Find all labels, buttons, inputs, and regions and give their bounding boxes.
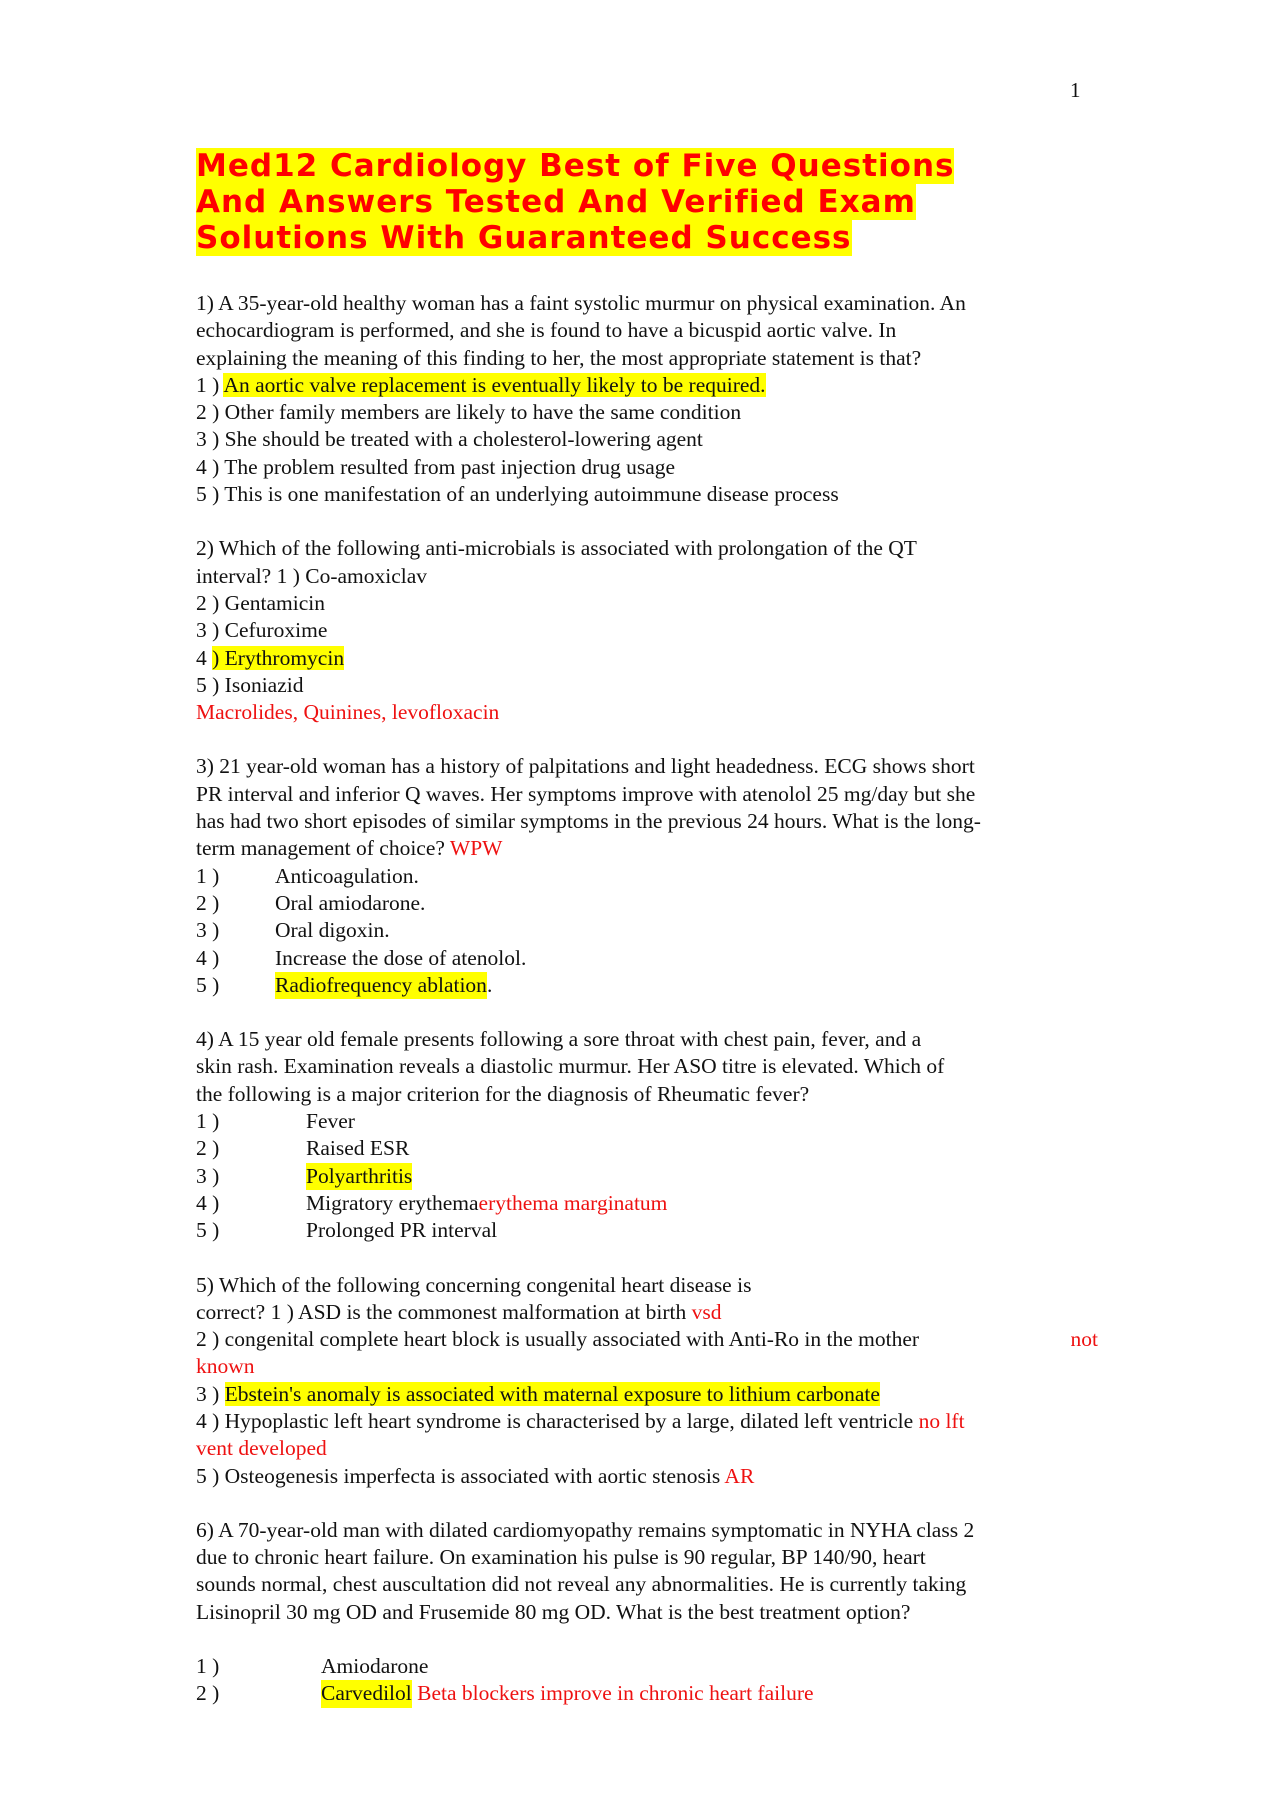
q1-stem-line: 1) A 35-year-old healthy woman has a faint systolic murmur on physical examination. An <box>196 291 966 315</box>
q1-option-1: 1 ) An aortic valve replacement is eventually likely to be required. <box>196 372 766 397</box>
q5-option-5: 5 ) Osteogenesis imperfecta is associated with aortic stenosis AR <box>196 1463 755 1488</box>
q4-stem-line: the following is a major criterion for the diagnosis of Rheumatic fever? <box>196 1081 810 1106</box>
q2-stem-line: interval? 1 ) Co-amoxiclav <box>196 563 428 588</box>
q6-option-2-note: Beta blockers improve in chronic heart failure <box>411 1681 814 1706</box>
question-2 <box>196 535 1096 726</box>
q2-option-5: 5 ) Isoniazid <box>196 672 304 697</box>
q5-option-4: 4 ) Hypoplastic left heart syndrome is characterised by a large, dilated left ventricle no lft <box>196 1408 965 1433</box>
q3-option-3: 3 ) Oral digoxin. <box>196 918 390 943</box>
title-line-1: Med12 Cardiology Best of Five Questions <box>196 148 955 184</box>
q4-stem-line: skin rash. Examination reveals a diastolic murmur. Her ASO titre is elevated. Which of <box>196 1054 945 1079</box>
q6-stem-line: due to chronic heart failure. On examination his pulse is 90 regular, BP 140/90, heart <box>196 1545 926 1570</box>
q3-option-5: 5 ) Radiofrequency ablation . <box>196 972 1096 999</box>
q3-option-2: 2 ) Oral amiodarone. <box>196 890 426 915</box>
q2-answer-note: Macrolides, Quinines, levofloxacin <box>196 700 500 725</box>
q1-stem-line: explaining the meaning of this finding to her, the most appropriate statement is that? <box>196 345 922 370</box>
q2-option-3: 3 ) Cefuroxime <box>196 618 328 643</box>
q5-correct-answer: Ebstein's anomaly is associated with maternal exposure to lithium carbonate <box>224 1381 880 1406</box>
q5-option-2: 2 ) congenital complete heart block is usually associated with Anti-Ro in the mother not <box>196 1326 1096 1353</box>
q6-option-2: 2 ) Carvedilol Beta blockers improve in chronic heart failure <box>196 1680 1096 1707</box>
title-line-3: Solutions With Guaranteed Success <box>196 220 852 256</box>
q5-option-4-note: no lft <box>918 1408 965 1433</box>
q5-option-3: 3 ) Ebstein's anomaly is associated with maternal exposure to lithium carbonate <box>196 1381 880 1406</box>
q3-stem-line: 3) 21 year-old woman has a history of palpitations and light headedness. ECG shows short <box>196 754 975 779</box>
q5-option-2-note: not <box>1070 1327 1098 1352</box>
q6-stem-line: Lisinopril 30 mg OD and Frusemide 80 mg OD. What is the best treatment option? <box>196 1599 911 1624</box>
q5-option-4-note-cont: vent developed <box>196 1436 327 1461</box>
q4-stem-line: 4) A 15 year old female presents following a sore throat with chest pain, fever, and a <box>196 1027 922 1052</box>
question-3 <box>196 753 1096 999</box>
q2-option-2: 2 ) Gentamicin <box>196 590 325 615</box>
q3-option-4: 4 ) Increase the dose of atenolol. <box>196 945 527 970</box>
title-line-2: And Answers Tested And Verified Exam <box>196 184 916 220</box>
q4-option-2: 2 ) Raised ESR <box>196 1136 410 1161</box>
spacer <box>196 1626 1096 1653</box>
q3-stem-note: WPW <box>449 836 503 861</box>
q5-option-1-note: vsd <box>691 1299 722 1324</box>
q1-option-4: 4 ) The problem resulted from past injection drug usage <box>196 454 676 479</box>
q1-correct-answer: An aortic valve replacement is eventually likely to be required. <box>223 372 766 397</box>
q4-option-4-note: erythema marginatum <box>478 1190 668 1215</box>
q4-correct-answer: Polyarthritis <box>306 1163 412 1190</box>
q1-option-5: 5 ) This is one manifestation of an underlying autoimmune disease process <box>196 482 839 507</box>
q4-option-5: 5 ) Prolonged PR interval <box>196 1218 498 1243</box>
question-5 <box>196 1272 1096 1490</box>
questions-body <box>196 290 1096 1735</box>
q4-option-4: 4 ) Migratory erythema erythema marginatum <box>196 1190 1096 1217</box>
q4-option-3: 3 ) Polyarthritis <box>196 1163 1096 1190</box>
q1-option-2: 2 ) Other family members are likely to have the same condition <box>196 400 742 425</box>
q3-stem-line: term management of choice? WPW <box>196 836 503 861</box>
q2-correct-answer: ) Erythromycin <box>212 645 345 670</box>
q1-option-3: 3 ) She should be treated with a cholesterol-lowering agent <box>196 427 703 452</box>
q3-stem-line: PR interval and inferior Q waves. Her symptoms improve with atenolol 25 mg/day but she <box>196 781 976 806</box>
q2-stem-line: 2) Which of the following anti-microbials is associated with prolongation of the QT <box>196 536 917 561</box>
document-title <box>196 148 1096 256</box>
q5-stem-line: correct? 1 ) ASD is the commonest malformation at birth vsd <box>196 1299 722 1324</box>
q5-option-2-note-cont: known <box>196 1354 255 1379</box>
page-number: 1 <box>1070 78 1081 102</box>
q6-stem-line: 6) A 70-year-old man with dilated cardiomyopathy remains symptomatic in NYHA class 2 <box>196 1517 975 1542</box>
question-4 <box>196 1026 1096 1244</box>
question-1 <box>196 290 1096 508</box>
q3-stem-line: has had two short episodes of similar symptoms in the previous 24 hours. What is the long- <box>196 809 981 834</box>
question-6 <box>196 1517 1096 1708</box>
q4-option-1: 1 ) Fever <box>196 1109 355 1134</box>
q1-stem-line: echocardiogram is performed, and she is found to have a bicuspid aortic valve. In <box>196 318 897 343</box>
q3-correct-answer: Radiofrequency ablation <box>275 972 487 999</box>
q2-option-4: 4 ) Erythromycin <box>196 645 345 670</box>
q3-option-1: 1 ) Anticoagulation. <box>196 863 419 888</box>
q5-option-5-note: AR <box>724 1463 755 1488</box>
q6-option-1: 1 ) Amiodarone <box>196 1654 429 1679</box>
q6-correct-answer: Carvedilol <box>321 1680 412 1707</box>
q6-stem-line: sounds normal, chest auscultation did not reveal any abnormalities. He is currently taking <box>196 1572 967 1597</box>
q5-stem-line: 5) Which of the following concerning congenital heart disease is <box>196 1272 752 1297</box>
